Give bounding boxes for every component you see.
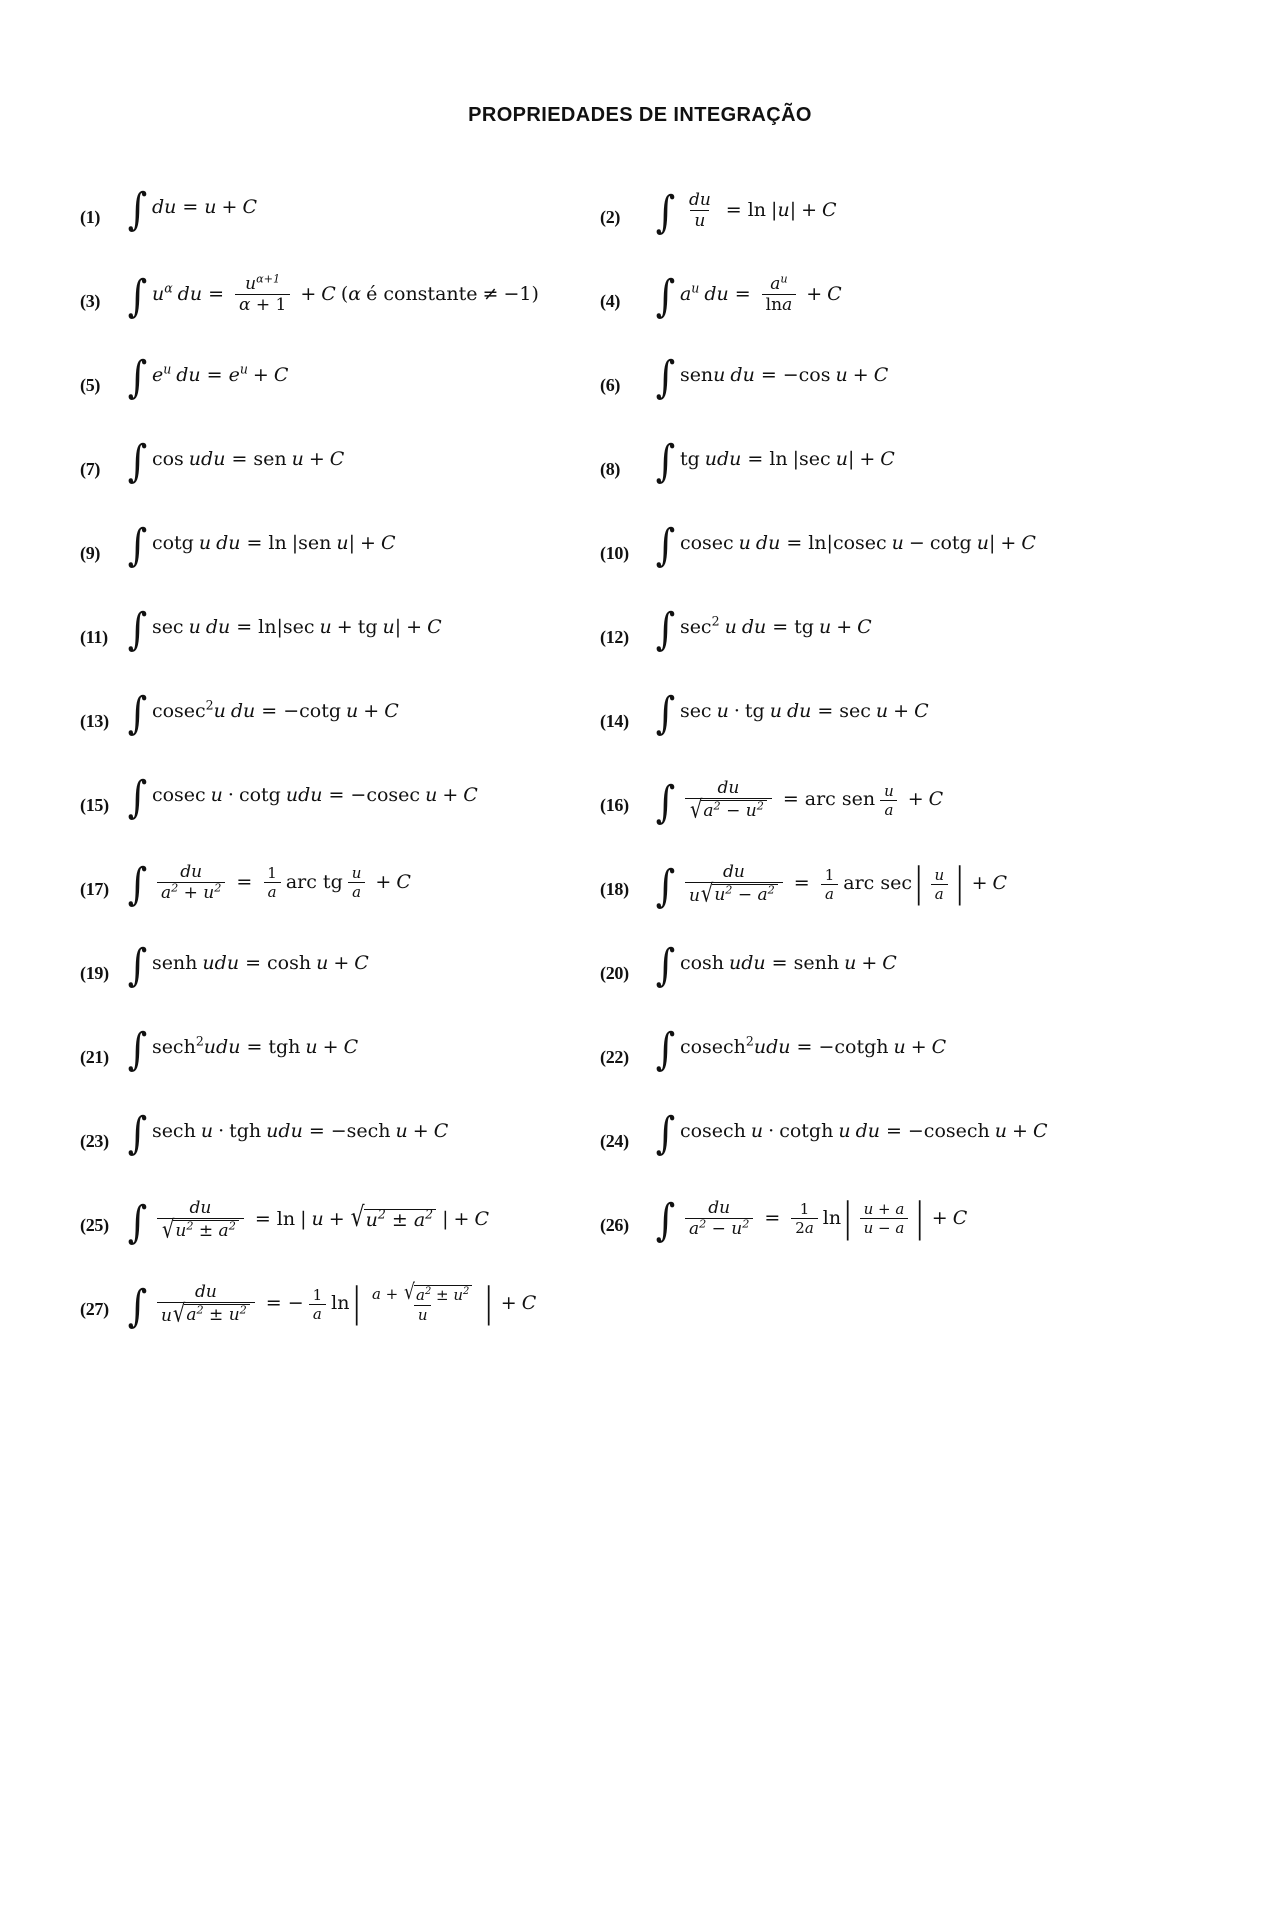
integral-sign: ∫ [655, 436, 676, 487]
formula-expression: ∫ cosec$^2$ u du = −cotg u + C [127, 688, 399, 739]
integral-sign: ∫ [655, 776, 676, 828]
formula-number: (3) [80, 291, 101, 311]
formula-item-3 [80, 269, 600, 353]
formula-item-24 [600, 1109, 1202, 1193]
formula-number: (16) [600, 795, 629, 815]
formula-number: (12) [600, 627, 629, 647]
formula-item-23 [80, 1109, 600, 1193]
formula-expression: ∫ $a^u$ du = $\frac{a^u}{\ln a}$ + C [655, 271, 842, 323]
formula-expression: ∫ sen u du = −cos u + C [655, 352, 889, 403]
integral-sign: ∫ [655, 940, 676, 991]
integral-sign: ∫ [655, 688, 676, 739]
formula-number: (10) [600, 543, 629, 563]
formula-number: (22) [600, 1047, 629, 1067]
formula-number: (9) [80, 543, 101, 563]
formula-number: (15) [80, 795, 109, 815]
formula-expression: ∫ cosh u du = senh u + C [655, 940, 897, 991]
formula-item-7 [80, 437, 600, 521]
formula-expression: ∫ du u √ $a^2 \pm u^2$ = − $\frac{1}{a}$ ln | a + √ $a^2 \pm u^2$ u | + C [127, 1280, 537, 1332]
formula-number: (5) [80, 375, 101, 395]
formula-number: (23) [80, 1131, 109, 1151]
formula-expression: ∫ du u √ $u^2 - a^2$ = $\frac{1}{a}$ arc sec | $\frac{u}{a}$ | + C [655, 860, 1008, 912]
integral-sign: ∫ [127, 772, 148, 823]
formula-expression: ∫ cos u du = sen u + C [127, 436, 345, 487]
integral-sign: ∫ [655, 604, 676, 655]
integral-sign: ∫ [655, 1108, 676, 1159]
formula-item-11 [80, 605, 600, 689]
formula-expression: ∫ cosec u du = ln|cosec u − cotg u | + C [655, 520, 1036, 571]
formula-item-21 [80, 1025, 600, 1109]
integral-sign: ∫ [655, 187, 676, 239]
formula-item-12 [600, 605, 1202, 689]
integral-sign: ∫ [127, 1108, 148, 1159]
formula-expression: ∫ sec u du = ln|sec u + tg u | + C [127, 604, 442, 655]
formula-expression: ∫ cosec u · cotg u du = −cosec u + C [127, 772, 478, 823]
formula-number: (1) [80, 207, 101, 227]
formula-number: (20) [600, 963, 629, 983]
formula-item-27 [80, 1277, 1202, 1361]
page-title: PROPRIEDADES DE INTEGRAÇÃO [468, 104, 812, 126]
formula-item-22 [600, 1025, 1202, 1109]
formula-item-16 [600, 773, 1202, 857]
formula-expression: ∫ senh u du = cosh u + C [127, 940, 369, 991]
formula-expression: ∫ $u^\alpha$ du = $\frac{u^{\alpha+1}}{\alpha + 1}$ + C ( α é constante ≠ −1) [127, 271, 539, 323]
integral-sign: ∫ [127, 688, 148, 739]
integral-sign: ∫ [127, 1280, 148, 1332]
integral-sign: ∫ [655, 860, 676, 912]
formula-expression: ∫ $\sec^2$ u du = tg u + C [655, 604, 872, 655]
integral-sign: ∫ [127, 352, 148, 403]
integral-sign: ∫ [127, 859, 148, 911]
formula-item-19 [80, 941, 600, 1025]
integral-sign: ∫ [655, 1195, 676, 1247]
formula-expression: ∫ tg u du = ln |sec u | + C [655, 436, 895, 487]
integral-sign: ∫ [127, 940, 148, 991]
integral-sign: ∫ [127, 520, 148, 571]
formula-item-5 [80, 353, 600, 437]
formula-number: (2) [600, 207, 621, 227]
formula-expression: ∫ sec u · tg u du = sec u + C [655, 688, 929, 739]
document-page [0, 104, 1280, 1915]
formula-item-17 [80, 857, 600, 941]
integral-sign: ∫ [127, 184, 148, 235]
formula-item-13 [80, 689, 600, 773]
formula-expression: ∫ cosech$^2$ u du = −cotgh u + C [655, 1024, 947, 1075]
formula-expression: ∫ du √ $a^2 - u^2$ = arc sen $\frac{u}{a}$ + C [655, 776, 944, 828]
formula-expression: ∫ $\frac{du}{a^2 - u^2}$ = $\frac{1}{2a}$ ln | $\frac{u + a}{u - a}$ | + C [655, 1194, 968, 1247]
formula-number: (17) [80, 879, 109, 899]
formula-number: (4) [600, 291, 621, 311]
formula-number: (24) [600, 1131, 629, 1151]
integral-sign: ∫ [127, 436, 148, 487]
formula-expression: ∫ sech u · tgh u du = −sech u + C [127, 1108, 449, 1159]
formula-number: (21) [80, 1047, 109, 1067]
formula-number: (8) [600, 459, 621, 479]
formula-expression: ∫ cosech u · cotgh u du = −cosech u + C [655, 1108, 1048, 1159]
formula-number: (13) [80, 711, 109, 731]
formula-item-26 [600, 1193, 1202, 1277]
formula-item-18 [600, 857, 1202, 941]
formula-expression: ∫ sech$^2$ u du = tgh u + C [127, 1024, 359, 1075]
formula-number: (11) [80, 627, 108, 647]
integral-sign: ∫ [655, 352, 676, 403]
integral-sign: ∫ [127, 604, 148, 655]
formula-item-4 [600, 269, 1202, 353]
formula-item-9 [80, 521, 600, 605]
formula-item-2 [600, 185, 1202, 269]
formula-number: (14) [600, 711, 629, 731]
formula-item-14 [600, 689, 1202, 773]
formula-number: (6) [600, 375, 621, 395]
formula-number: (7) [80, 459, 101, 479]
formula-item-20 [600, 941, 1202, 1025]
formula-expression: ∫ $\frac{du}{u}$ = ln | u | + C [655, 187, 837, 239]
formula-expression: ∫ $\frac{du}{a^2 + u^2}$ = $\frac{1}{a}$ arc tg $\frac{u}{a}$ + C [127, 859, 411, 911]
formula-expression: ∫ $e^u$ du = $e^u$ + C [127, 352, 289, 403]
formula-item-15 [80, 773, 600, 857]
formula-expression: ∫ du √ $u^2 \pm a^2$ = ln | u + √ $u^2 \pm a^2$ | + C [127, 1196, 489, 1248]
formula-item-8 [600, 437, 1202, 521]
integral-sign: ∫ [655, 1024, 676, 1075]
formula-item-25 [80, 1193, 600, 1277]
integral-sign: ∫ [127, 1196, 148, 1248]
formula-item-10 [600, 521, 1202, 605]
formula-number: (25) [80, 1215, 109, 1235]
integral-sign: ∫ [127, 1024, 148, 1075]
formula-expression: ∫ cotg u du = ln |sen u | + C [127, 520, 396, 571]
formula-expression: ∫ du = u + C [127, 184, 257, 235]
formula-item-6 [600, 353, 1202, 437]
formula-item-1 [80, 185, 600, 269]
integral-sign: ∫ [127, 271, 148, 323]
integral-sign: ∫ [655, 520, 676, 571]
formula-number: (19) [80, 963, 109, 983]
formula-number: (27) [80, 1299, 109, 1319]
integral-sign: ∫ [655, 271, 676, 323]
formula-number: (18) [600, 879, 629, 899]
formula-number: (26) [600, 1215, 629, 1235]
formula-list [0, 185, 1280, 1361]
